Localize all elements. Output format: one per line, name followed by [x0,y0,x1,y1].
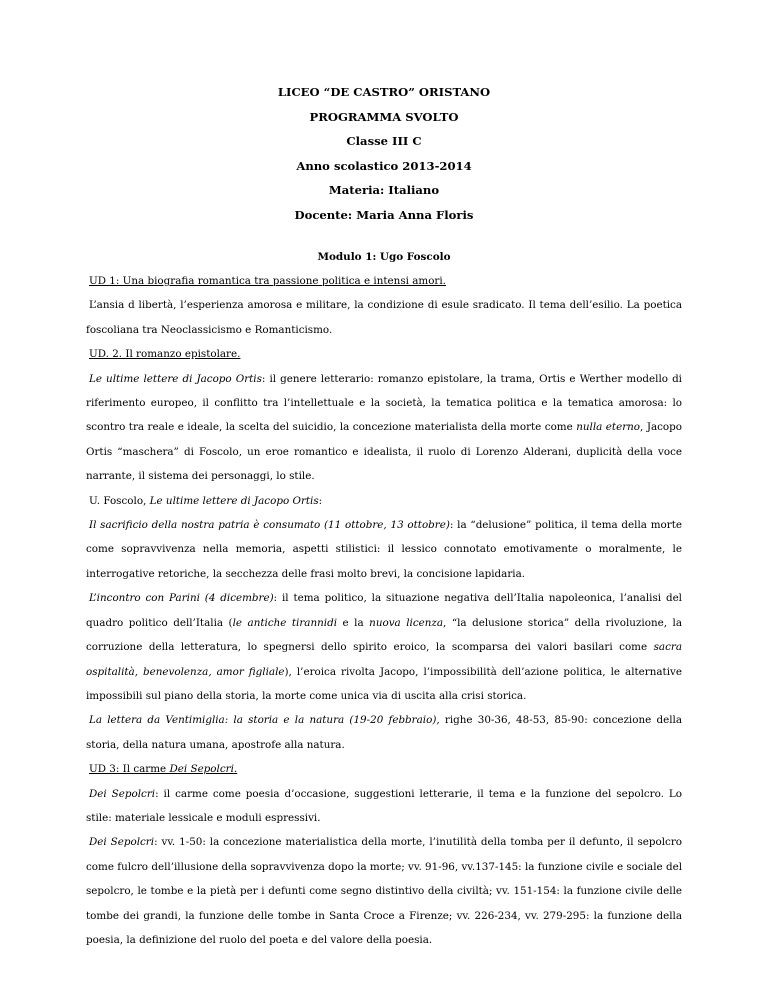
ventimiglia-paragraph [86,708,682,757]
ud1-title: UD 1: Una biografia romantica tra passione politica e intensi amori. [89,275,446,287]
sepolcri-text-2: : vv. 1-50: la concezione materialistica della morte, l’inutilità della tomba per il defunto, il sepolcro come fulcro dell’illusione della sopravvivenza dopo la morte; vv. 91-96, vv.137-145: la funzione civile e sociale del sepolcro, le tombe e la pietà per i defunti come segno distintivo della civiltà; vv. 151-154: la funzione civile delle tombe dei grandi, la funzione delle tombe in Santa Croce a Firenze; vv. 226-234, vv. 279-295: la funzione della poesia, la definizione del ruolo del poeta e del valore della poesia. [86,836,683,946]
subject-label: Materia: Italiano [328,183,440,197]
teacher-label: Docente: Maria Anna Floris [294,207,474,222]
module-title: Modulo 1: Ugo Foscolo [317,251,451,263]
ventimiglia-title: La lettera da Ventimiglia: la storia e la natura (19-20 febbraio), [89,714,440,727]
sepolcri-title-2: Dei Sepolcri [89,836,155,849]
sacrificio-title: Il sacrificio della nostra patria è consumato (11 ottobre, 13 ottobre) [89,519,450,532]
ortis-text-a: : il genere letterario: romanzo epistolare, la trama, Ortis e Werther modello di riferimento europeo, il conflitto tra l’intellettuale e la società, la tematica politica e la tematica amorosa: lo scontro tra reale e ideale, la scelta del suicidio, la concezione materialista della morte come [86,372,682,434]
foscolo-title: Le ultime lettere di Jacopo Ortis [149,494,319,507]
program-title: PROGRAMMA SVOLTO [309,109,459,124]
sepolcri-title-1: Dei Sepolcri [89,787,156,800]
sacrificio-text: : la “delusione” politica, il tema della morte come sopravvivenza nella memoria, aspetti stilistici: il lessico connotato emotivamente o moralmente, le interrogative retoriche, la secchezza delle frasi molto brevi, la concisione lapidaria. [86,519,682,580]
parini-title: L’incontro con Parini (4 dicembre) [89,592,274,605]
ud2-title: UD. 2. Il romanzo epistolare. [89,348,241,361]
sepolcri-paragraph-2 [86,830,682,952]
ortis-text-b: , Jacopo Ortis “maschera” di Foscolo, un eroe romantico e idealista, il ruolo di Lorenzo Alderani, duplicità della voce narrante, il sistema dei personaggi, lo stile. [86,421,682,483]
parini-text-d: ), l’eroica rivolta Jacopo, l’impossibilità dell’azione politica, le alternative impossibili sul piano della storia, la morte come unica via di uscita alla crisi storica. [86,665,682,702]
parini-emphasis-3: sacra ospitalità, benevolenza, amor figliale [86,641,682,678]
ventimiglia-text: righe 30-36, 48-53, 85-90: concezione della storia, della natura umana, apostrofe alla natura. [86,714,682,751]
parini-text-b: e la [337,616,370,629]
ud3-emphasis: Dei Sepolcri [169,763,234,776]
sepolcri-paragraph-1 [86,782,682,831]
foscolo-suffix: : [318,494,323,507]
foscolo-prefix: U. Foscolo, [89,494,150,507]
parini-text-c: , “la delusione storica” della rivoluzione, la corruzione della letteratura, lo spegnersi dello spirito eroico, la scomparsa dei valori basilari come [86,616,682,654]
school-name: LICEO “DE CASTRO” ORISTANO [277,85,491,99]
parini-paragraph [86,586,682,708]
school-year: Anno scolastico 2013-2014 [296,158,472,173]
ortis-emphasis: nulla eterno [576,421,641,434]
ortis-paragraph [86,367,682,489]
ud3-suffix: . [233,763,238,776]
ud1-text: L’ansia d libertà, l’esperienza amorosa e militare, la condizione di esule sradicato. Il tema dell’esilio. La poetica foscoliana tra Neoclassicismo e Romanticismo. [86,299,682,336]
document-header [86,80,682,227]
parini-emphasis-2: nuova licenza [369,616,444,629]
class-label: Classe III C [346,134,422,148]
parini-emphasis-1: le antiche tirannidi [232,616,338,629]
sepolcri-text-1: : il carme come poesia d’occasione, suggestioni letterarie, il tema e la funzione del sepolcro. Lo stile: materiale lessicale e moduli espressivi. [86,787,682,824]
ud3-title [86,757,682,781]
sacrificio-paragraph [86,513,682,586]
ud3-prefix: UD 3: Il carme [89,763,170,776]
foscolo-heading [86,489,682,513]
parini-text-a: : il tema politico, la situazione negativa dell’Italia napoleonica, l’analisi del quadro politico dell’Italia ( [86,592,682,629]
ortis-title: Le ultime lettere di Jacopo Ortis [89,372,262,385]
